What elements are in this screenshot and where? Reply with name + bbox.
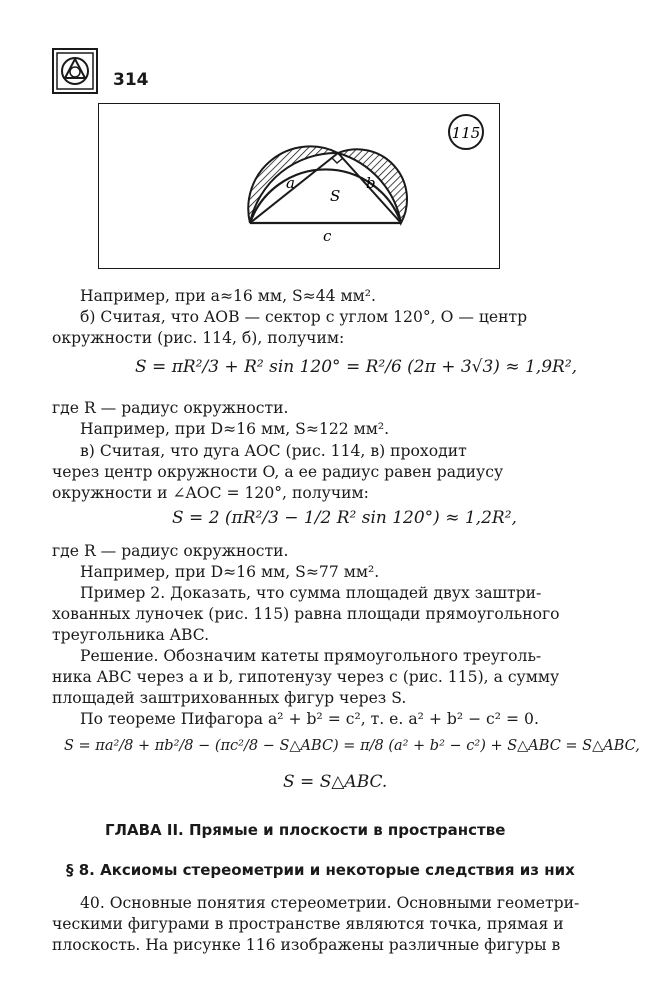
text-line: где R — радиус окружности. — [52, 542, 289, 560]
formula-3: S = πa²/8 + πb²/8 − (πc²/8 − S△ABC) = π/8 (a² + b² − c²) + S△ABC = S△ABC, — [64, 738, 640, 754]
text-line: Например, при D≈16 мм, S≈122 мм². — [80, 420, 390, 438]
chapter-heading: ГЛАВА II. Прямые и плоскости в пространстве — [105, 821, 506, 839]
text-line: 40. Основные понятия стереометрии. Основными геометри- — [80, 894, 580, 912]
text-line: площадей заштрихованных фигур через S. — [52, 689, 407, 707]
text-line: Пример 2. Доказать, что сумма площадей двух заштри- — [80, 584, 542, 602]
formula-2: S = 2 (πR²/3 − 1/2 R² sin 120°) ≈ 1,2R², — [172, 508, 517, 528]
text-line: где R — радиус окружности. — [52, 399, 289, 417]
text-line: По теореме Пифагора a² + b² = c², т. е. a² + b² − c² = 0. — [80, 710, 539, 728]
text-line: Решение. Обозначим катеты прямоугольного треуголь- — [80, 647, 542, 665]
figure-115 — [98, 103, 500, 269]
label-c: c — [323, 227, 332, 245]
label-s: S — [330, 187, 341, 205]
text-line: в) Считая, что дуга AOC (рис. 114, в) проходит — [80, 442, 467, 460]
book-logo-icon — [52, 48, 98, 94]
text-line: ческими фигурами в пространстве являются точка, прямая и — [52, 915, 564, 933]
label-b: b — [366, 174, 376, 192]
text-line: через центр окружности O, а ее радиус равен радиусу — [52, 463, 504, 481]
page-number: 314 — [113, 70, 149, 90]
text-line: плоскость. На рисунке 116 изображены различные фигуры в — [52, 936, 561, 954]
formula-4: S = S△ABC. — [283, 772, 388, 792]
label-a: a — [286, 174, 295, 192]
figure-number: 115 — [451, 124, 481, 142]
text-line: Например, при D≈16 мм, S≈77 мм². — [80, 563, 380, 581]
text-line: окружности (рис. 114, б), получим: — [52, 329, 345, 347]
text-line: окружности и ∠AOC = 120°, получим: — [52, 484, 369, 502]
text-line: треугольника ABC. — [52, 626, 210, 644]
text-line: Например, при a≈16 мм, S≈44 мм². — [80, 287, 376, 305]
text-line: б) Считая, что AOB — сектор с углом 120°, O — центр — [80, 308, 528, 326]
formula-1: S = πR²/3 + R² sin 120° = R²/6 (2π + 3√3) ≈ 1,9R², — [135, 357, 578, 377]
section-heading: § 8. Аксиомы стереометрии и некоторые следствия из них — [66, 861, 575, 879]
text-line: ника ABC через a и b, гипотенузу через c (рис. 115), а сумму — [52, 668, 560, 686]
text-line: хованных луночек (рис. 115) равна площади прямоугольного — [52, 605, 560, 623]
